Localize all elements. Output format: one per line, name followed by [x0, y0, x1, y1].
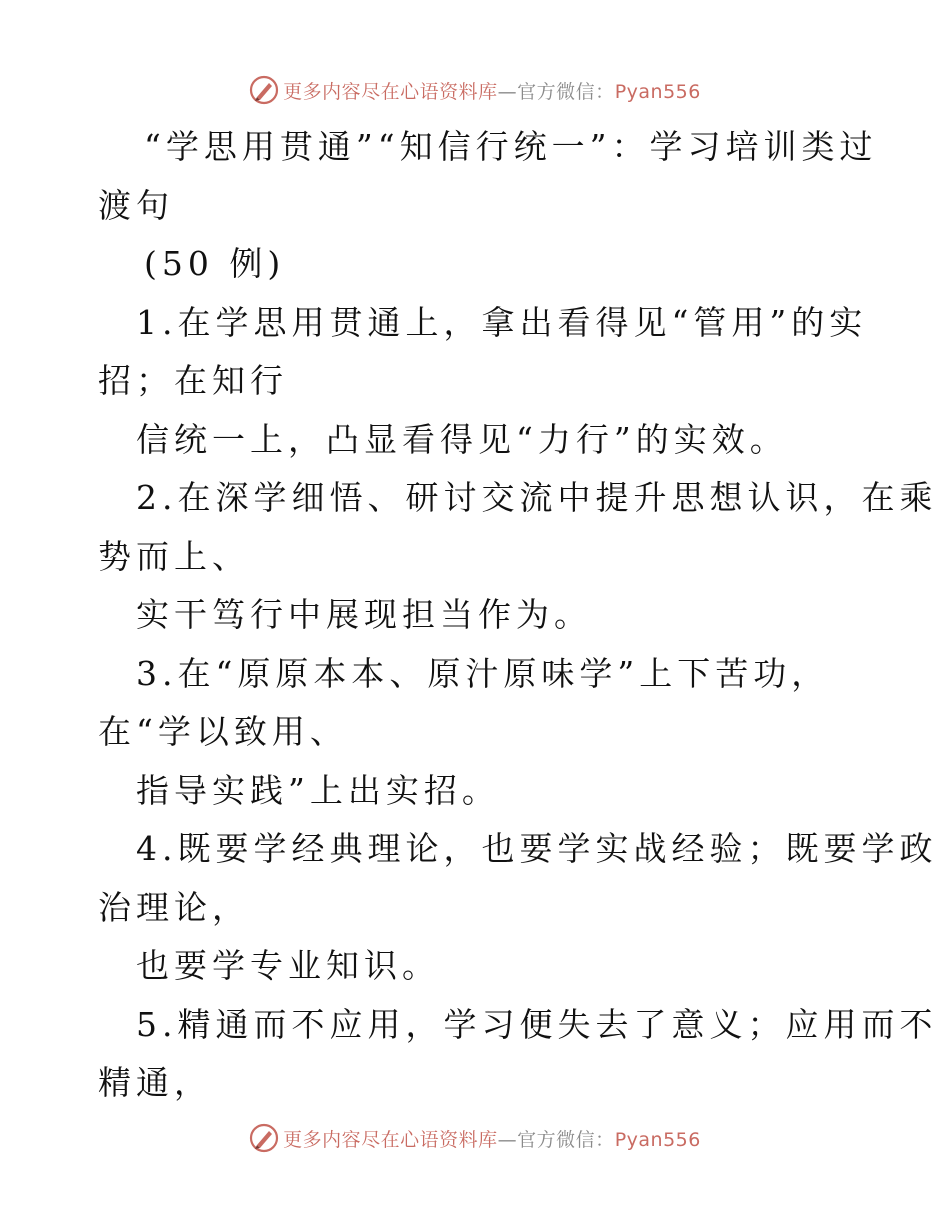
doc-subtitle: (50 例) — [144, 244, 286, 283]
footer-watermark — [0, 1118, 950, 1158]
watermark-text: 更多内容尽在心语资料库—官方微信：Pyan556 — [283, 1128, 701, 1151]
doc-line: 1.在学思用贯通上，拿出看得见“管用”的实 — [136, 302, 868, 342]
doc-line: 指导实践”上出实招。 — [136, 770, 500, 810]
doc-line: 5.精通而不应用，学习便失去了意义；应用而不 — [136, 1004, 938, 1044]
doc-line: 3.在“原原本本、原汁原味学”上下苦功， — [136, 653, 830, 693]
doc-line: 招；在知行 — [98, 361, 288, 400]
doc-line: 信统一上，凸显看得见“力行”的实效。 — [136, 419, 788, 459]
doc-line: 4.既要学经典理论，也要学实战经验；既要学政 — [136, 829, 938, 868]
watermark-text: 更多内容尽在心语资料库—官方微信：Pyan556 — [283, 80, 701, 103]
doc-line: 在“学以致用、 — [98, 712, 348, 751]
pen-logo-icon — [249, 1123, 279, 1153]
doc-line: 治理论， — [98, 887, 250, 927]
document-body — [98, 118, 938, 1113]
doc-title-line-1: “学思用贯通”“知信行统一”：学习培训类过 — [144, 127, 878, 166]
pen-logo-icon — [249, 75, 279, 105]
watermark — [249, 75, 701, 105]
header-watermark — [0, 70, 950, 110]
doc-line: 势而上、 — [98, 536, 250, 576]
doc-title-line-2: 渡句 — [98, 185, 174, 225]
doc-line: 2.在深学细悟、研讨交流中提升思想认识，在乘 — [136, 478, 938, 517]
doc-line: 也要学专业知识。 — [136, 946, 440, 985]
doc-line: 精通， — [98, 1063, 212, 1102]
doc-line: 实干笃行中展现担当作为。 — [136, 595, 592, 634]
watermark — [249, 1123, 701, 1153]
